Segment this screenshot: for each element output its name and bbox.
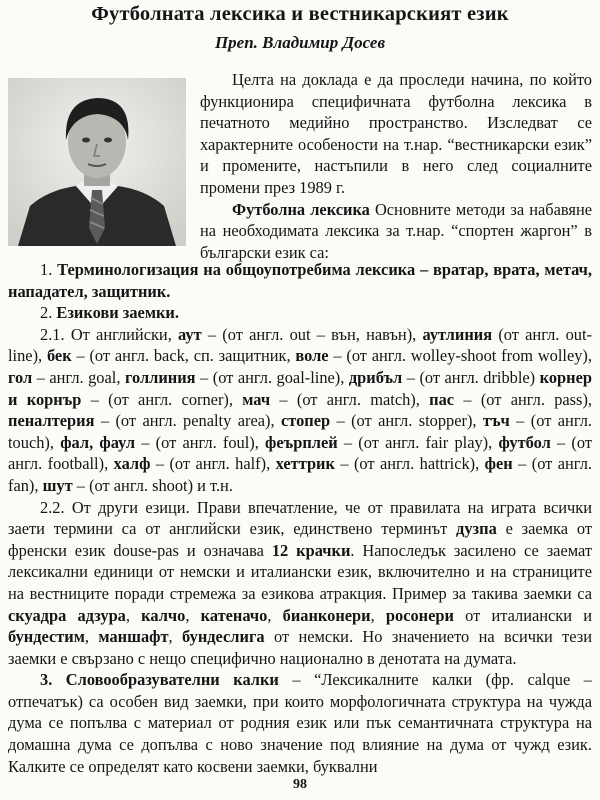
text-run: , [185, 605, 201, 625]
text-run: , [370, 605, 386, 625]
text-run: – (от англ. shoot) и т.н. [72, 475, 233, 495]
text-run: – (от англ. wolley-shoot from wolley), [328, 346, 592, 366]
section-3 [8, 669, 592, 777]
intro-paragraph: Целта на доклада е да проследи начина, по който функционира специфичната футболна лексика в печатното медийно пространство. Изследват се характерните особености на т.нар. “вестникарски език” и промените, настъпили в него след социалните промени през 1989 г. [200, 70, 592, 197]
bold-term: дузпа [456, 519, 497, 539]
text-run: – (от англ. penalty area), [94, 411, 281, 431]
text-run: – (от англ. pass), [454, 389, 592, 409]
bold-term: росонери [385, 605, 454, 625]
text-run: . Напоследък засилено се заемат лексикални единици от немски и италиански език, включително и на страниците на вестниците поради стремежа за езикова атракция. Пример за такива заемки са [8, 540, 592, 603]
football-lexicon-paragraph [200, 199, 592, 264]
bold-term: бианконери [282, 605, 371, 625]
bold-term: бундеслига [182, 627, 265, 647]
section-1 [8, 259, 592, 302]
bold-term: маншафт [98, 627, 169, 647]
intro-column [200, 69, 592, 263]
section-2-heading: Езикови заемки. [56, 303, 179, 323]
bold-term: аутлиния [422, 324, 493, 344]
bold-term: 12 крачки [271, 540, 351, 560]
bold-term: голлиния [124, 367, 196, 387]
bold-term: футбол [498, 432, 551, 452]
section-2 [8, 302, 592, 324]
page-number: 98 [293, 777, 307, 792]
football-lexicon-heading: Футболна лексика [232, 199, 370, 219]
bold-term: 3. Словообразувателни калки [40, 670, 279, 690]
text-run: – “Лексикалните калки (фр. calque – отпечатък) са особен вид заемки, при които морфологичната структура на чужда дума се попълва с материал от родния език или пък семантичната структура на домашна дума се допълва с ново значение под влияние на дума от чужд език. Калките се определят като косвени заемки, буквални [8, 670, 592, 776]
bold-term: халф [113, 454, 151, 474]
bold-term: скуадра адзура [8, 605, 126, 625]
article-body [8, 259, 592, 777]
bold-term: фал, фаул [60, 432, 136, 452]
text-run: – (от англ. fan), [8, 454, 592, 495]
bold-term: стопер [280, 411, 331, 431]
football-lexicon-text: Основните методи за набавяне на необходимата лексика за т.нар. “спортен жаргон” в български език са: [200, 199, 592, 262]
bold-term: феърплей [265, 432, 338, 452]
text-run: от италиански и [453, 605, 592, 625]
text-run: – (от англ. football), [8, 432, 592, 474]
bold-term: бек [46, 346, 72, 366]
bold-term: хеттрик [275, 454, 335, 474]
article-author: Преп. Владимир Досев [214, 33, 386, 52]
bold-term: шут [42, 475, 73, 495]
text-run: – (от англ. out – вън, навън), [201, 324, 423, 344]
bold-term: аут [178, 324, 202, 344]
text-run: (от англ. out-line), [8, 324, 592, 366]
text-run: – (от англ. dribble) [402, 367, 540, 387]
text-run: е заемка от френски език douse-pas и означава [8, 519, 592, 560]
text-run: 2.1. От английски, [40, 324, 179, 344]
text-run: , [267, 605, 283, 625]
bold-term: пеналтерия [8, 411, 95, 431]
bold-term: бундестим [8, 627, 85, 647]
text-run: – (от англ. stopper), [330, 411, 483, 431]
section-1-number: 1. [40, 260, 58, 279]
bold-term: корнер и корнър [8, 367, 592, 409]
text-run: – (от англ. corner), [81, 389, 243, 409]
bold-term: пас [429, 389, 455, 409]
bold-term: гол [8, 367, 33, 387]
text-run: – (от англ. goal-line), [195, 367, 349, 387]
text-run: – (от англ. half), [150, 454, 276, 474]
text-run: 2.2. От други езици. Прави впечатление, че от правилата на играта всички заети термини са от английски език, единствено терминът [8, 497, 592, 539]
section-1-text: Терминологизация на общоупотребима лексика – вратар, врата, метач, нападател, защитник. [8, 260, 592, 301]
bold-term: дрибъл [348, 367, 403, 387]
text-run: , [168, 627, 183, 647]
text-run: – (от англ. touch), [8, 411, 592, 452]
text-run: – (от англ. match), [270, 389, 430, 409]
bold-term: тъч [482, 411, 510, 431]
section-2-2 [8, 497, 592, 670]
bold-term: катеначо [200, 605, 268, 625]
bold-term: воле [295, 346, 329, 366]
text-run: , [84, 627, 99, 647]
portrait-drawing [8, 78, 186, 246]
bold-term: калчо [141, 605, 186, 625]
section-2-1 [8, 324, 592, 497]
text-run: – англ. goal, [32, 367, 125, 387]
article-title: Футболната лексика и вестникарският език [91, 3, 509, 25]
text-run: от немски. Но значението на всички тези заемки е свързано с нещо специфично национално в денотата на думата. [8, 627, 592, 668]
text-run: – (от англ. back, сп. защитник, [71, 346, 296, 366]
text-run: , [125, 605, 142, 625]
bold-term: фен [484, 454, 513, 474]
section-2-number: 2. [40, 303, 57, 323]
text-run: – (от англ. foul), [135, 432, 266, 452]
author-portrait-icon [8, 78, 186, 246]
bold-term: мач [242, 389, 271, 409]
text-run: – (от англ. fair play), [337, 432, 499, 452]
text-run: – (от англ. hattrick), [334, 454, 485, 474]
